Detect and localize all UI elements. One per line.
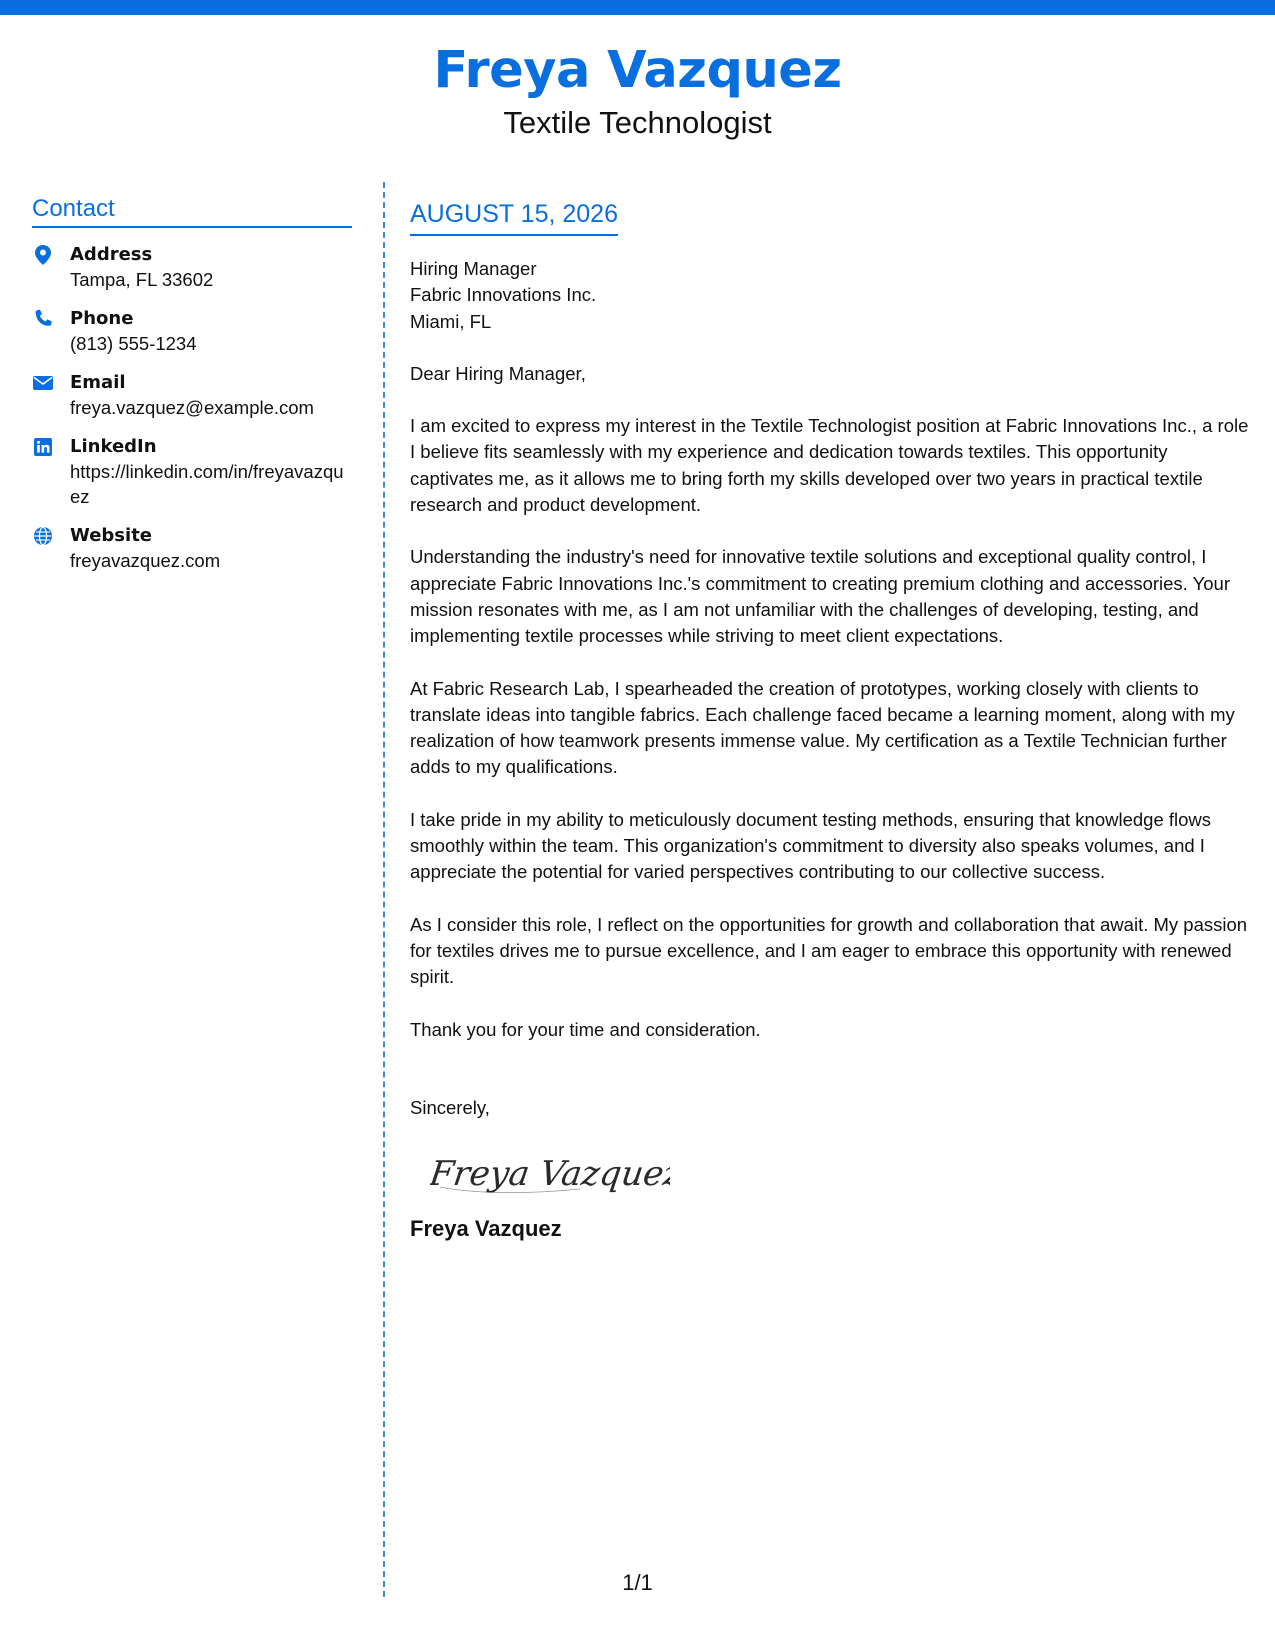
letter-paragraph: At Fabric Research Lab, I spearheaded the creation of prototypes, working closely with clients to translate ideas into tangible fabrics. Each challenge faced became a learning moment, along with my realization of how teamwork presents immense value. My certification as a Textile Technician further adds to my qualifications. xyxy=(410,677,1235,778)
contact-label: Email xyxy=(70,372,126,393)
top-accent-bar xyxy=(0,0,1275,15)
header xyxy=(0,40,1275,142)
contact-sidebar xyxy=(32,195,352,573)
address-value: Tampa, FL 33602 xyxy=(70,269,214,290)
letter-date: AUGUST 15, 2026 xyxy=(410,198,618,236)
recipient-line: Fabric Innovations Inc. xyxy=(410,284,597,306)
job-title: Textile Technologist xyxy=(503,105,772,140)
signer-name: Freya Vazquez xyxy=(410,1216,562,1242)
salutation: Dear Hiring Manager, xyxy=(410,362,586,384)
phone-icon xyxy=(32,308,54,330)
contact-label: Address xyxy=(70,244,153,265)
map-pin-icon xyxy=(32,244,54,266)
letter-paragraph: Thank you for your time and consideration. xyxy=(410,1018,761,1040)
contact-label: Phone xyxy=(70,308,134,329)
column-divider xyxy=(383,182,385,1597)
letter-body xyxy=(410,198,1252,1243)
contact-label: LinkedIn xyxy=(70,436,157,457)
envelope-icon xyxy=(32,372,54,394)
contact-item-address xyxy=(32,242,352,292)
phone-value: (813) 555-1234 xyxy=(70,333,197,354)
contact-item-linkedin[interactable] xyxy=(32,434,352,509)
handwritten-signature xyxy=(430,1145,1252,1201)
candidate-name: Freya Vazquez xyxy=(433,41,842,100)
contact-label: Website xyxy=(70,525,153,546)
contact-item-website[interactable] xyxy=(32,523,352,573)
letter-paragraph: I am excited to express my interest in the Textile Technologist position at Fabric Innovations Inc., a role I believe fits seamlessly with my experience and dedication towards textiles. This opportunity captivates me, as it allows me to bring forth my skills developed over two years in practical textile research and product development. xyxy=(410,415,1249,516)
recipient-line: Miami, FL xyxy=(410,310,492,332)
contact-item-phone xyxy=(32,306,352,356)
page-number: 1/1 xyxy=(622,1570,653,1595)
email-link[interactable]: freya.vazquez@example.com xyxy=(70,397,314,418)
contact-item-email[interactable] xyxy=(32,370,352,420)
svg-text:Freya Vazquez: Freya Vazquez xyxy=(430,1154,670,1195)
letter-paragraph: As I consider this role, I reflect on the opportunities for growth and collaboration that await. My passion for textiles drives me to pursue excellence, and I am eager to embrace this opportunity with renewed spirit. xyxy=(410,913,1248,988)
letter-paragraph: Understanding the industry's need for innovative textile solutions and exceptional quality control, I appreciate Fabric Innovations Inc.'s commitment to creating premium clothing and accessories. Your mission resonates with me, as I am not unfamiliar with the challenges of developing, testing, and implementing textile processes while striving to meet client expectations. xyxy=(410,546,1230,647)
recipient-block xyxy=(410,256,1252,335)
globe-icon xyxy=(32,525,54,547)
letter-paragraph: I take pride in my ability to meticulously document testing methods, ensuring that knowledge flows smoothly within the team. This organization's commitment to diversity also speaks volumes, and I appreciate the potential for varied perspectives contributing to our collective success. xyxy=(410,808,1212,883)
recipient-line: Hiring Manager xyxy=(410,258,537,279)
closing: Sincerely, xyxy=(410,1096,490,1118)
contact-heading: Contact xyxy=(32,195,352,228)
linkedin-link[interactable]: https://linkedin.com/in/freyavazquez xyxy=(70,461,344,507)
website-link[interactable]: freyavazquez.com xyxy=(70,550,221,571)
linkedin-icon xyxy=(32,436,54,458)
